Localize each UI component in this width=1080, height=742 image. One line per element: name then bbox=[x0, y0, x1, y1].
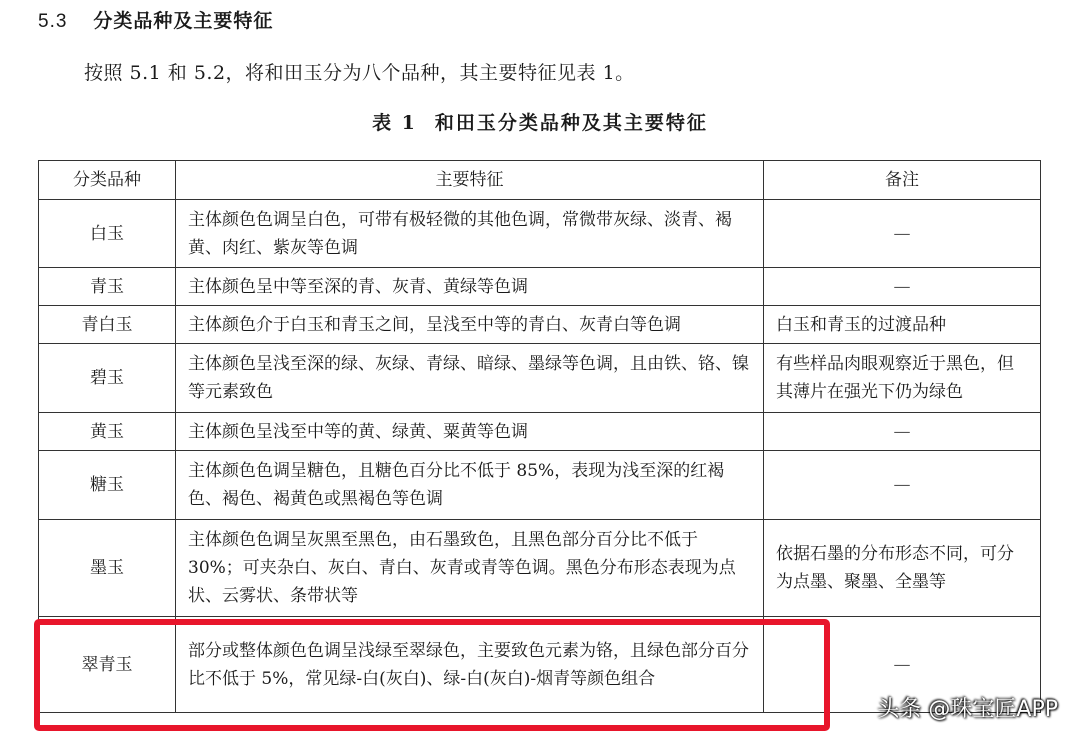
row-name: 青玉 bbox=[39, 268, 176, 306]
row-note: — bbox=[764, 413, 1041, 451]
row-name: 翠青玉 bbox=[39, 617, 176, 713]
row-note: — bbox=[764, 200, 1041, 268]
row-note: — bbox=[764, 451, 1041, 520]
table-row bbox=[39, 344, 1041, 413]
row-note: 白玉和青玉的过渡品种 bbox=[764, 306, 1041, 344]
table-row bbox=[39, 268, 1041, 306]
watermark: 头条 @珠宝匠APP bbox=[877, 697, 1058, 722]
table-row bbox=[39, 520, 1041, 617]
table-row bbox=[39, 306, 1041, 344]
header-category: 分类品种 bbox=[39, 161, 176, 200]
header-note: 备注 bbox=[764, 161, 1041, 200]
table-row bbox=[39, 413, 1041, 451]
section-title: 分类品种及主要特征 bbox=[93, 10, 274, 32]
row-note: — bbox=[764, 268, 1041, 306]
section-number: 5.3 bbox=[38, 11, 68, 32]
table-caption-title: 和田玉分类品种及其主要特征 bbox=[434, 112, 708, 134]
row-note: — bbox=[764, 617, 1041, 713]
table-caption bbox=[0, 108, 1080, 135]
row-feature: 主体颜色介于白玉和青玉之间，呈浅至中等的青白、灰青白等色调 bbox=[176, 306, 764, 344]
row-note: 依据石墨的分布形态不同，可分为点墨、聚墨、全墨等 bbox=[764, 520, 1041, 617]
row-name: 白玉 bbox=[39, 200, 176, 268]
row-feature: 部分或整体颜色色调呈浅绿至翠绿色，主要致色元素为铬，且绿色部分百分比不低于 5%，常见绿-白(灰白)、绿-白(灰白)-烟青等颜色组合 bbox=[176, 617, 764, 713]
row-feature: 主体颜色色调呈灰黑至黑色，由石墨致色，且黑色部分百分比不低于 30%；可夹杂白、灰白、青白、灰青或青等色调。黑色分布形态表现为点状、云雾状、条带状等 bbox=[176, 520, 764, 617]
row-feature: 主体颜色呈中等至深的青、灰青、黄绿等色调 bbox=[176, 268, 764, 306]
section-heading bbox=[38, 6, 273, 33]
row-name: 糖玉 bbox=[39, 451, 176, 520]
row-note: 有些样品肉眼观察近于黑色，但其薄片在强光下仍为绿色 bbox=[764, 344, 1041, 413]
table-caption-label: 表 1 bbox=[372, 112, 417, 134]
row-feature: 主体颜色色调呈白色，可带有极轻微的其他色调，常微带灰绿、淡青、褐黄、肉红、紫灰等色调 bbox=[176, 200, 764, 268]
row-name: 青白玉 bbox=[39, 306, 176, 344]
table-header-row bbox=[39, 161, 1041, 200]
table-row bbox=[39, 200, 1041, 268]
row-feature: 主体颜色呈浅至中等的黄、绿黄、粟黄等色调 bbox=[176, 413, 764, 451]
jade-classification-table bbox=[38, 160, 1041, 713]
row-name: 黄玉 bbox=[39, 413, 176, 451]
row-feature: 主体颜色色调呈糖色，且糖色百分比不低于 85%，表现为浅至深的红褐色、褐色、褐黄色或黑褐色等色调 bbox=[176, 451, 764, 520]
table-row bbox=[39, 451, 1041, 520]
intro-paragraph: 按照 5.1 和 5.2，将和田玉分为八个品种，其主要特征见表 1。 bbox=[84, 62, 635, 84]
header-feature: 主要特征 bbox=[176, 161, 764, 200]
row-name: 碧玉 bbox=[39, 344, 176, 413]
row-name: 墨玉 bbox=[39, 520, 176, 617]
row-feature: 主体颜色呈浅至深的绿、灰绿、青绿、暗绿、墨绿等色调，且由铁、铬、镍等元素致色 bbox=[176, 344, 764, 413]
